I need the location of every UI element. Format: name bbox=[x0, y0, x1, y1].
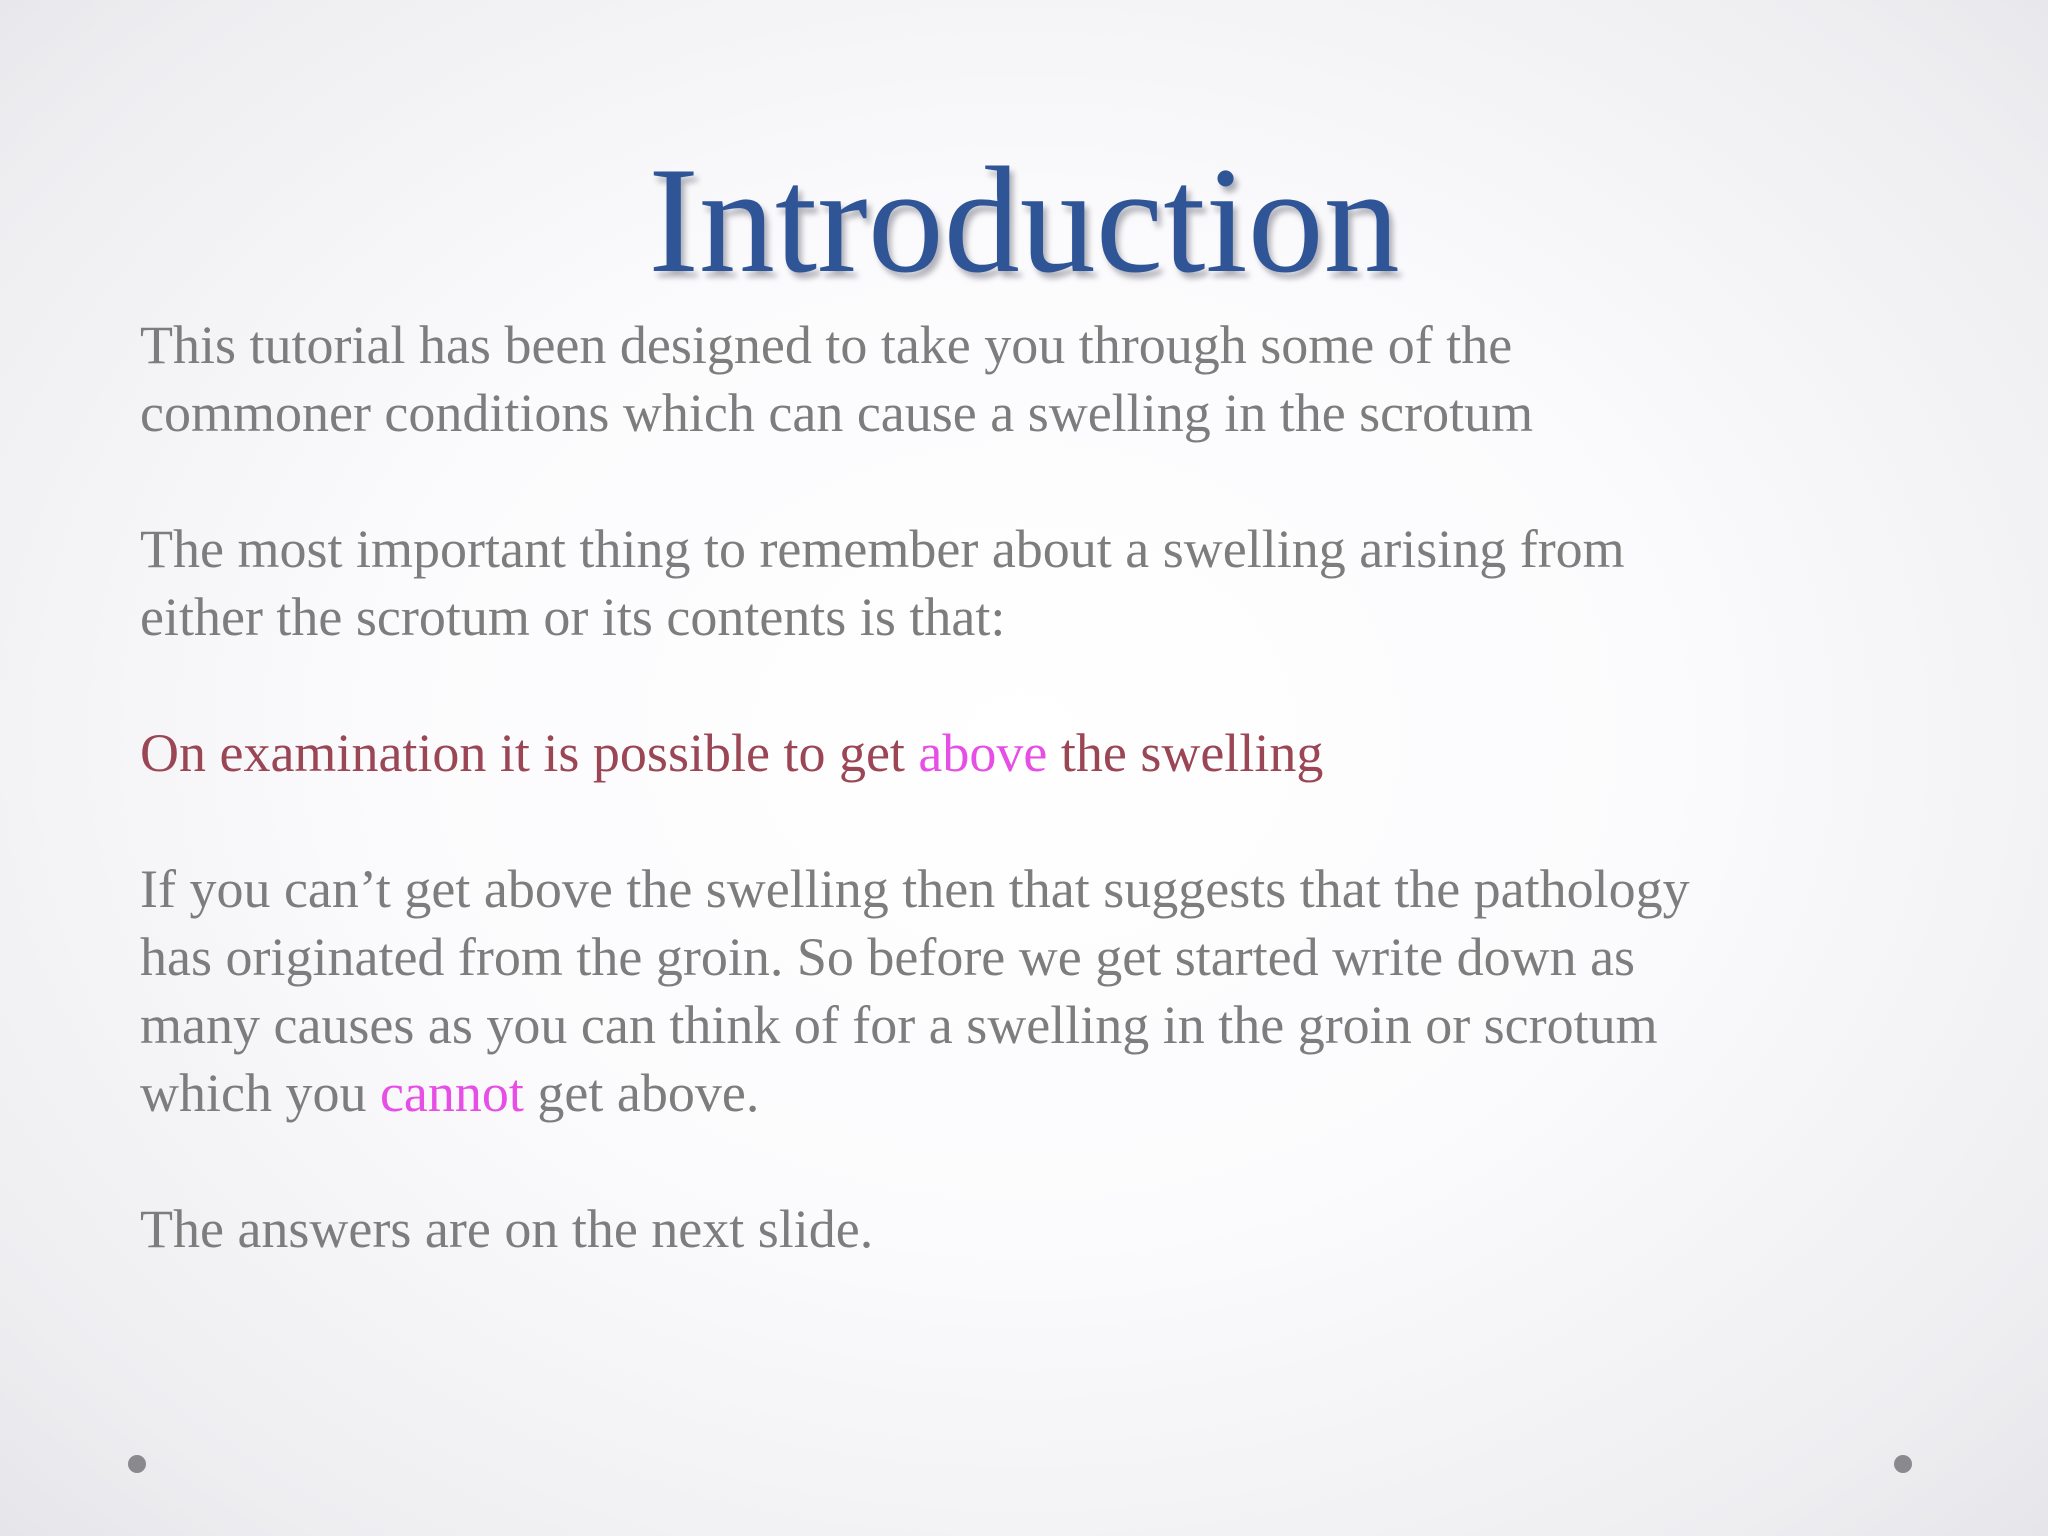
groin-line-4-after: get above. bbox=[523, 1063, 760, 1123]
groin-line-4-highlight: cannot bbox=[379, 1063, 524, 1123]
key-point-highlight: above bbox=[918, 723, 1048, 783]
intro-line-1: This tutorial has been designed to take you through some of the bbox=[140, 315, 1513, 375]
key-point bbox=[140, 719, 1960, 787]
groin-line-3: many causes as you can think of for a swelling in the groin or scrotum bbox=[140, 995, 1658, 1055]
important-line-2: either the scrotum or its contents is that: bbox=[140, 587, 1006, 647]
groin-line-1: If you can’t get above the swelling then that suggests that the pathology bbox=[140, 859, 1690, 919]
closing-line: The answers are on the next slide. bbox=[140, 1199, 874, 1259]
key-point-after: the swelling bbox=[1047, 723, 1324, 783]
groin-line-2: has originated from the groin. So before we get started write down as bbox=[140, 927, 1636, 987]
key-point-before: On examination it is possible to get bbox=[140, 723, 919, 783]
groin-line-4-before: which you bbox=[140, 1063, 380, 1123]
important-line-1: The most important thing to remember about a swelling arising from bbox=[140, 519, 1625, 579]
groin-paragraph bbox=[140, 855, 1960, 1127]
intro-line-2: commoner conditions which can cause a swelling in the scrotum bbox=[140, 383, 1534, 443]
intro-paragraph bbox=[140, 311, 1960, 447]
important-paragraph bbox=[140, 515, 1960, 651]
decorative-dot-right bbox=[1894, 1455, 1912, 1473]
slide-title: Introduction bbox=[648, 136, 1400, 304]
slide-body bbox=[140, 311, 1960, 1263]
decorative-dot-left bbox=[128, 1455, 146, 1473]
